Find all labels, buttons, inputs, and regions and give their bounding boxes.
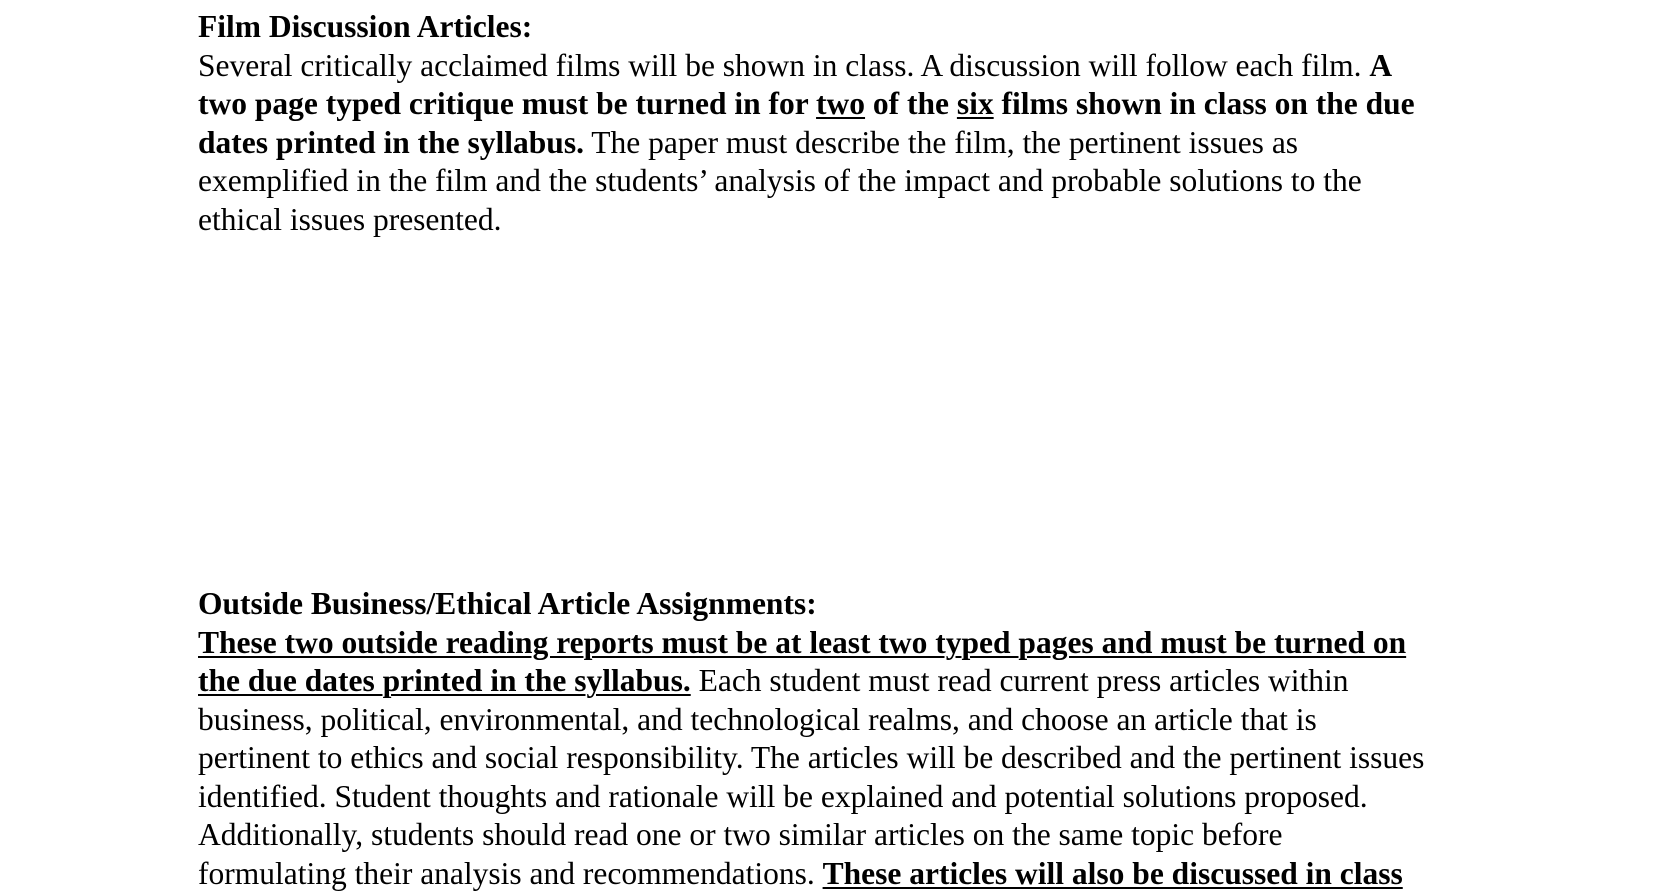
- film-line-3-bold: dates printed in the syllabus.: [198, 125, 584, 160]
- outside-articles-section: [198, 585, 1498, 893]
- film-paragraph-line-5: ethical issues presented.: [198, 201, 1498, 240]
- outside-paragraph-line-4: pertinent to ethics and social responsibility. The articles will be described and the pertinent issues: [198, 739, 1498, 778]
- outside-paragraph-line-7: [198, 855, 1498, 893]
- film-discussion-section: [198, 8, 1498, 239]
- outside-paragraph-line-2: [198, 662, 1498, 701]
- outside-paragraph-line-3: business, political, environmental, and technological realms, and choose an article that is: [198, 701, 1498, 740]
- outside-line-2-bold-underline: the due dates printed in the syllabus.: [198, 663, 691, 698]
- film-line-2-bold-c: films shown in class on the due: [994, 86, 1415, 121]
- film-paragraph-line-1: [198, 47, 1498, 86]
- outside-line-2-text: Each student must read current press articles within: [691, 663, 1349, 698]
- film-line-2-two: two: [816, 86, 865, 121]
- outside-line-7-text: formulating their analysis and recommendations.: [198, 856, 823, 891]
- outside-paragraph-line-5: identified. Student thoughts and rationale will be explained and potential solutions proposed.: [198, 778, 1498, 817]
- film-paragraph-line-4: exemplified in the film and the students’ analysis of the impact and probable solutions to the: [198, 162, 1498, 201]
- film-line-2-bold-b: of the: [865, 86, 957, 121]
- film-paragraph-line-3: [198, 124, 1498, 163]
- outside-paragraph-line-1: These two outside reading reports must be at least two typed pages and must be turned on: [198, 624, 1498, 663]
- film-line-3-text: The paper must describe the film, the pertinent issues as: [584, 125, 1298, 160]
- outside-paragraph-line-6: Additionally, students should read one or two similar articles on the same topic before: [198, 816, 1498, 855]
- film-line-2-bold-a: two page typed critique must be turned in for: [198, 86, 816, 121]
- film-line-1-text: Several critically acclaimed films will be shown in class. A discussion will follow each film.: [198, 48, 1369, 83]
- film-line-1-bold: A: [1369, 48, 1392, 83]
- film-discussion-heading: Film Discussion Articles:: [198, 8, 1498, 47]
- outside-line-7-bold-underline: These articles will also be discussed in class: [823, 856, 1403, 891]
- film-line-2-six: six: [957, 86, 994, 121]
- outside-articles-heading: Outside Business/Ethical Article Assignments:: [198, 585, 1498, 624]
- film-paragraph-line-2: [198, 85, 1498, 124]
